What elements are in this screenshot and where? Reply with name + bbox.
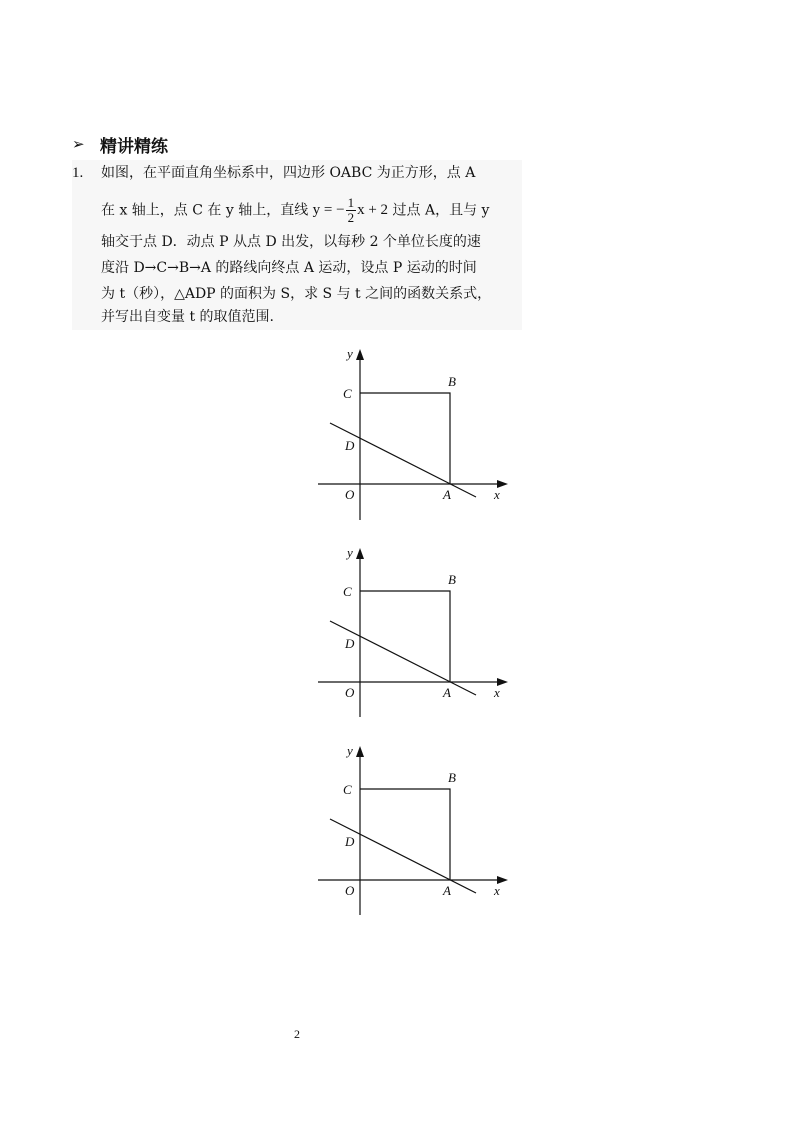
- label-x: x: [494, 883, 500, 898]
- fraction-denominator: 2: [347, 210, 355, 225]
- label-y: y: [347, 346, 353, 361]
- label-o: O: [345, 685, 355, 700]
- label-x: x: [494, 685, 500, 700]
- coordinate-figure-2: [310, 541, 520, 721]
- problem-line-6: 并写出自变量 t 的取值范围.: [101, 309, 274, 325]
- problem-line-2-post: 过点 A，且与 y: [392, 202, 490, 219]
- label-c: C: [343, 782, 352, 797]
- y-axis-arrow-icon: [356, 548, 364, 559]
- label-y: y: [347, 545, 353, 560]
- problem-line-5: 为 t（秒），△ADP 的面积为 S，求 S 与 t 之间的函数关系式，: [101, 286, 492, 302]
- problem-line-2: [101, 196, 521, 225]
- problem-line-2-pre: 在 x 轴上，点 C 在 y 轴上，直线: [101, 202, 309, 219]
- label-c: C: [343, 584, 352, 599]
- label-x: x: [494, 487, 500, 502]
- line-equation: [313, 196, 388, 225]
- label-d: D: [345, 834, 355, 849]
- label-a: A: [443, 883, 451, 898]
- coordinate-figure-1: [310, 342, 520, 522]
- y-axis-arrow-icon: [356, 349, 364, 360]
- problem-line-3: 轴交于点 D．动点 P 从点 D 出发，以每秒 2 个单位长度的速: [101, 234, 481, 250]
- fraction-numerator: 1: [347, 195, 355, 210]
- problem-line-4: 度沿 D→C→B→A 的路线向终点 A 运动，设点 P 运动的时间: [101, 260, 477, 276]
- figure-2-svg: [310, 541, 520, 721]
- problem-number: 1.: [72, 165, 84, 181]
- square-oabc: [360, 591, 450, 682]
- label-b: B: [448, 374, 456, 389]
- label-d: D: [345, 636, 355, 651]
- line-ad: [330, 621, 476, 695]
- y-axis-arrow-icon: [356, 746, 364, 757]
- label-d: D: [345, 438, 355, 453]
- label-c: C: [343, 386, 352, 401]
- section-title: 精讲精练: [100, 136, 168, 157]
- formula-rhs: x + 2: [357, 201, 389, 218]
- square-oabc: [360, 393, 450, 484]
- page-number: 2: [294, 1027, 300, 1041]
- arrow-bullet-icon: ➢: [72, 135, 85, 153]
- label-y: y: [347, 743, 353, 758]
- label-b: B: [448, 770, 456, 785]
- figure-1-svg: [310, 342, 520, 522]
- label-o: O: [345, 487, 355, 502]
- line-ad: [330, 819, 476, 893]
- problem-block: [72, 160, 522, 330]
- square-oabc: [360, 789, 450, 880]
- label-b: B: [448, 572, 456, 587]
- section-heading: [72, 132, 168, 156]
- label-a: A: [443, 685, 451, 700]
- label-o: O: [345, 883, 355, 898]
- fraction: [346, 196, 357, 225]
- coordinate-figure-3: [310, 739, 520, 919]
- figure-3-svg: [310, 739, 520, 919]
- label-a: A: [443, 487, 451, 502]
- problem-line-1: 如图，在平面直角坐标系中，四边形 OABC 为正方形，点 A: [101, 165, 476, 181]
- formula-lhs: y = −: [312, 201, 345, 218]
- line-ad: [330, 423, 476, 497]
